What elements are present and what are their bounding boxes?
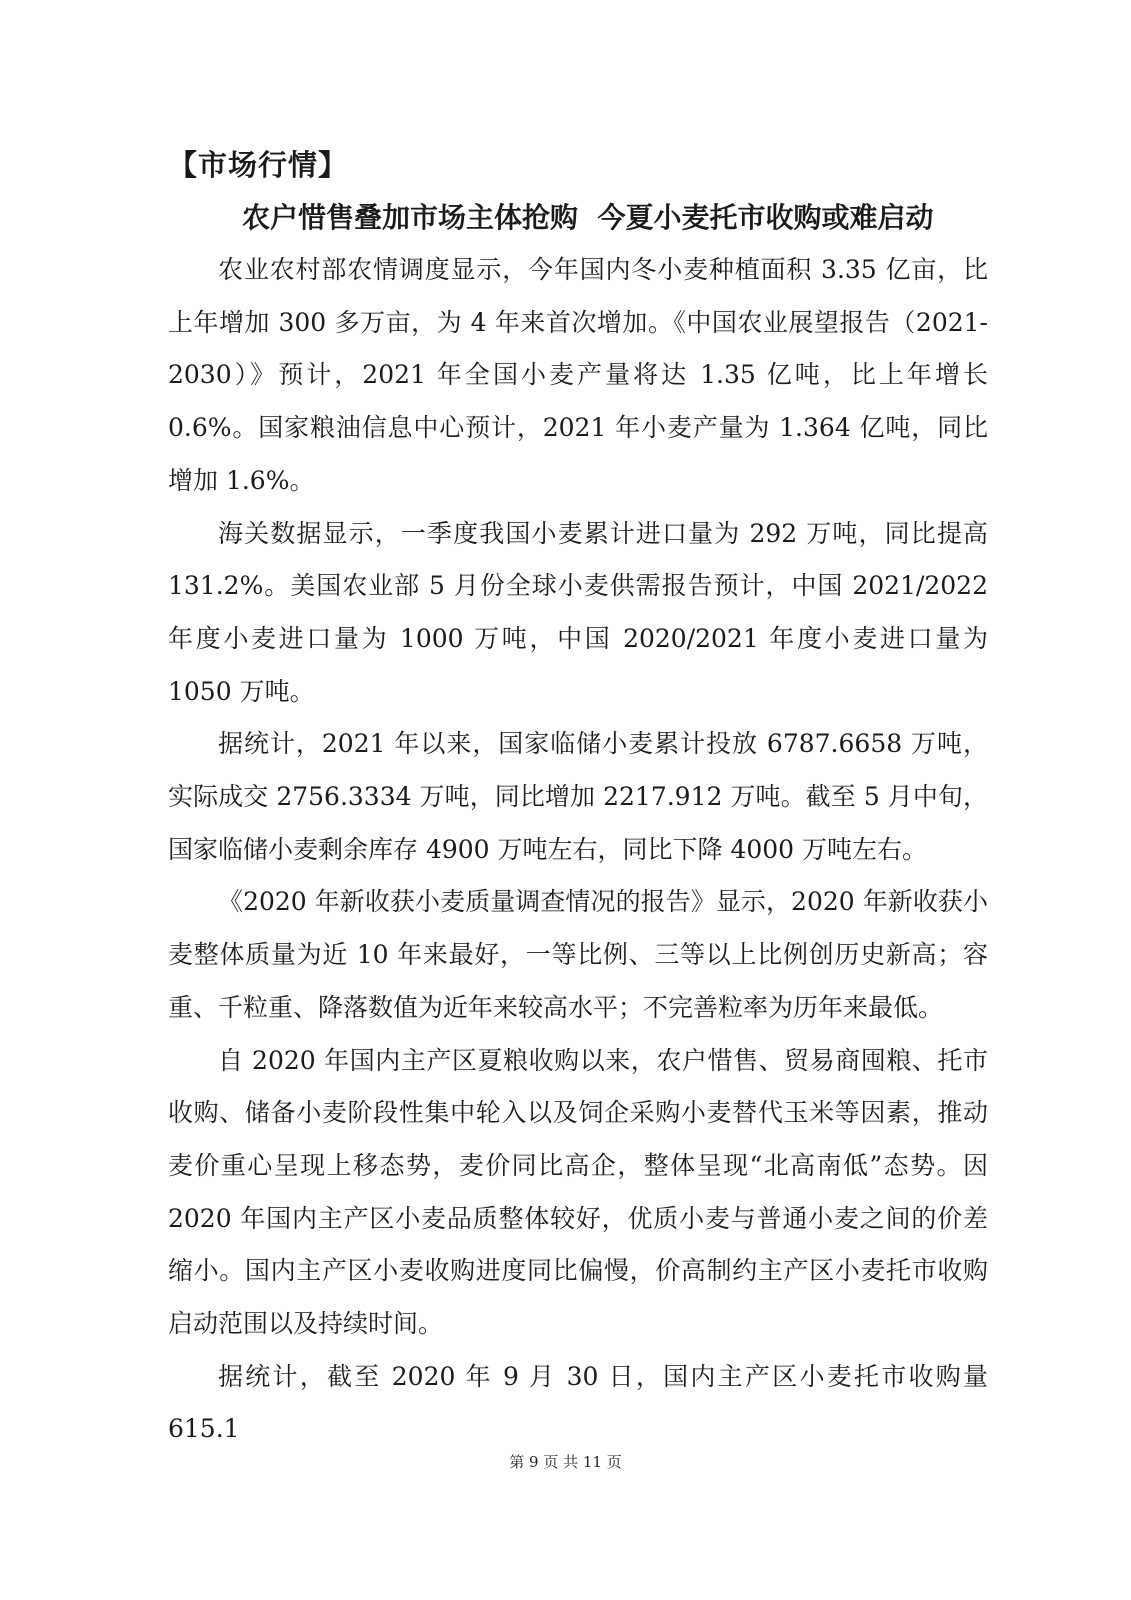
paragraph-purchase-stats: 据统计，截至 2020 年 9 月 30 日，国内主产区小麦托市收购量 615.1 — [168, 1361, 988, 1444]
article-body — [168, 244, 988, 1456]
paragraph-prices: 自 2020 年国内主产区夏粮收购以来，农户惜售、贸易商囤粮、托市收购、储备小麦阶段性集中轮入以及饲企采购小麦替代玉米等因素，推动麦价重心呈现上移态势，麦价同比高企，整体呈现“北高南低”态势。因 2020 年国内主产区小麦品质整体较好，优质小麦与普通小麦之间的价差缩小。国内主产区小麦收购进度同比偏慢，价高制约主产区小麦托市收购启动范围以及持续时间。 — [168, 1045, 988, 1339]
paragraph-reserves: 据统计，2021 年以来，国家临储小麦累计投放 6787.6658 万吨，实际成交 2756.3334 万吨，同比增加 2217.912 万吨。截至 5 月中旬，国家临储小麦剩余库存 4900 万吨左右，同比下降 4000 万吨左右。 — [168, 729, 988, 864]
page-footer: 第 9 页 共 11 页 — [509, 1453, 622, 1471]
paragraph-imports: 海关数据显示，一季度我国小麦累计进口量为 292 万吨，同比提高 131.2%。美国农业部 5 月份全球小麦供需报告预计，中国 2021/2022 年度小麦进口量为 1000 万吨，中国 2020/2021 年度小麦进口量为 1050 万吨。 — [168, 518, 988, 706]
article-title: 农户惜售叠加市场主体抢购 今夏小麦托市收购或难启动 — [242, 201, 934, 234]
paragraph-production: 农业农村部农情调度显示，今年国内冬小麦种植面积 3.35 亿亩，比上年增加 300 多万亩，为 4 年来首次增加。《中国农业展望报告（2021-2030）》预计，2021 年全国小麦产量将达 1.35 亿吨，比上年增长 0.6%。国家粮油信息中心预计，2021 年小麦产量为 1.364 亿吨，同比增加 1.6%。 — [168, 255, 988, 495]
paragraph-quality: 《2020 年新收获小麦质量调查情况的报告》显示，2020 年新收获小麦整体质量为近 10 年来最好，一等比例、三等以上比例创历史新高；容重、千粒重、降落数值为近年来较高水平；不完善粒率为历年来最低。 — [168, 887, 988, 1022]
section-label: 【市场行情】 — [168, 148, 349, 182]
